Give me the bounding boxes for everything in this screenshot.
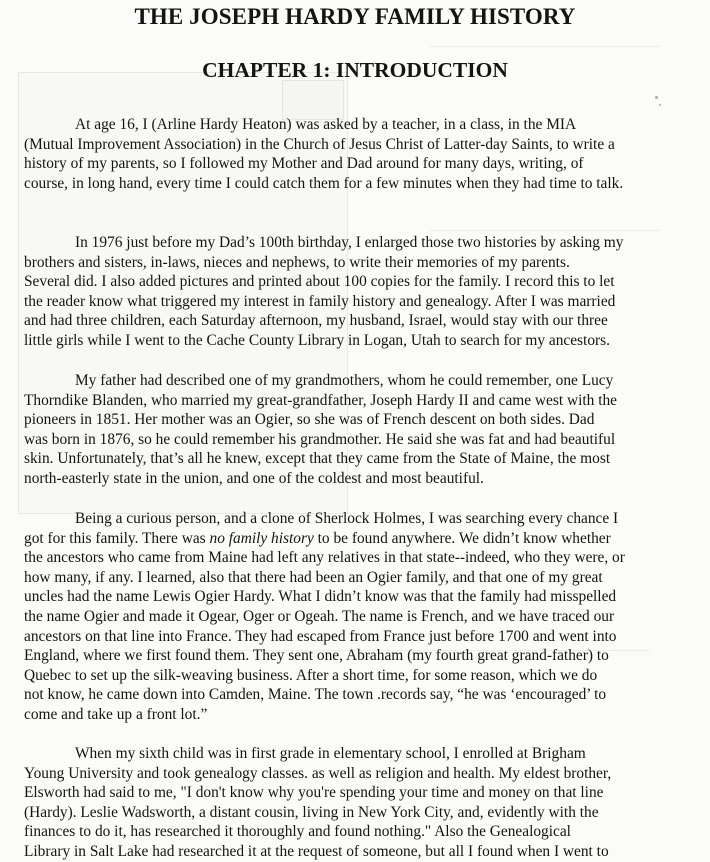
- text-line: (Hardy). Leslie Wadsworth, a distant cousin, living in New York City, and, evidently with the: [24, 803, 599, 821]
- text-line: Several did. I also added pictures and printed about 100 copies for the family. I record this to let: [24, 273, 615, 291]
- text-line: pioneers in 1851. Her mother was an Ogier, so she was of French descent on both sides. Dad: [24, 411, 595, 429]
- paper-speck: [655, 96, 658, 99]
- text-line: the name Ogier and made it Ogear, Oger or Ogeah. The name is French, and we have traced our: [24, 607, 615, 625]
- document-title: THE JOSEPH HARDY FAMILY HISTORY: [134, 4, 576, 29]
- emphasis-no-family-history: no family history: [209, 529, 314, 547]
- paragraph-1: [24, 115, 704, 193]
- text-line: Thorndike Blanden, who married my great-grandfather, Joseph Hardy II and came west with the: [24, 391, 618, 409]
- text-line: uncles had the name Lewis Ogier Hardy. What I didn’t know was that the family had misspelled: [24, 588, 617, 606]
- text-line: When my sixth child was in first grade in elementary school, I enrolled at Brigham: [75, 745, 586, 762]
- text-line: Library in Salt Lake had researched it at the request of someone, but all I found when I went to: [24, 842, 609, 860]
- paper-speck: [659, 104, 661, 106]
- text-line: and had three children, each Saturday afternoon, my husband, Israel, would stay with our three: [24, 312, 608, 330]
- paragraph-3: [24, 371, 704, 489]
- text-line: Quebec to set up the silk-weaving business. After a short time, for some reason, which we do: [24, 666, 598, 684]
- text-line: Being a curious person, and a clone of Sherlock Holmes, I was searching every chance I: [75, 510, 619, 527]
- text-line: not know, he came down into Camden, Maine. The town .records say, “he was ‘encouraged’ to: [24, 686, 607, 704]
- text-line: skin. Unfortunately, that’s all he knew, except that they came from the State of Maine, the most: [24, 450, 611, 468]
- text-line: (Mutual Improvement Association) in the Church of Jesus Christ of Latter-day Saints, to write a: [24, 135, 615, 153]
- bleed-through-box: [282, 80, 344, 120]
- text-line: England, where we first found them. They sent one, Abraham (my fourth great grand-father) to: [24, 647, 609, 665]
- text-line: north-easterly state in the union, and one of the coldest and most beautiful.: [24, 469, 484, 487]
- text-line: history of my parents, so I followed my Mother and Dad around for many days, writing, of: [24, 155, 584, 173]
- paragraph-5: [24, 744, 704, 862]
- text-line: the ancestors who came from Maine had left any relatives in that state--indeed, who they were, or: [24, 549, 625, 567]
- text-line: how many, if any. I learned, also that there had been an Ogier family, and that one of my great: [24, 568, 603, 586]
- bleed-through-line: [430, 230, 660, 231]
- text-line: little girls while I went to the Cache County Library in Logan, Utah to search for my ancestors.: [24, 331, 610, 349]
- text-line: My father had described one of my grandmothers, whom he could remember, one Lucy: [75, 372, 614, 389]
- text-line: Elsworth had said to me, "I don't know why you're spending your time and money on that line: [24, 784, 604, 802]
- bleed-through-line: [430, 46, 660, 47]
- text-segment: got for this family. There was: [24, 529, 210, 547]
- text-line: [24, 529, 704, 549]
- text-line: Young University and took genealogy classes. as well as religion and health. My eldest brother,: [24, 764, 612, 782]
- paragraph-4: [24, 509, 704, 725]
- text-line: In 1976 just before my Dad’s 100th birthday, I enlarged those two histories by asking my: [75, 234, 624, 251]
- text-line: course, in long hand, every time I could catch them for a few minutes when they had time to talk.: [24, 174, 624, 192]
- text-line: ancestors on that line into France. They had escaped from France just before 1700 and went into: [24, 627, 617, 645]
- text-line: come and take up a front lot.”: [24, 705, 208, 723]
- chapter-heading: CHAPTER 1: INTRODUCTION: [202, 58, 508, 82]
- text-line: the reader know what triggered my interest in family history and genealogy. After I was married: [24, 292, 616, 310]
- text-line: brothers and sisters, in-laws, nieces and nephews, to write their memories of my parents.: [24, 253, 570, 271]
- text-line: was born in 1876, so he could remember his grandmother. He said she was fat and had beautiful: [24, 430, 616, 448]
- text-line: finances to do it, has researched it thoroughly and found nothing." Also the Genealogical: [24, 823, 571, 841]
- text-line: At age 16, I (Arline Hardy Heaton) was asked by a teacher, in a class, in the MIA: [75, 116, 577, 133]
- text-segment: to be found anywhere. We didn’t know whether: [313, 529, 611, 547]
- paragraph-2: [24, 233, 704, 351]
